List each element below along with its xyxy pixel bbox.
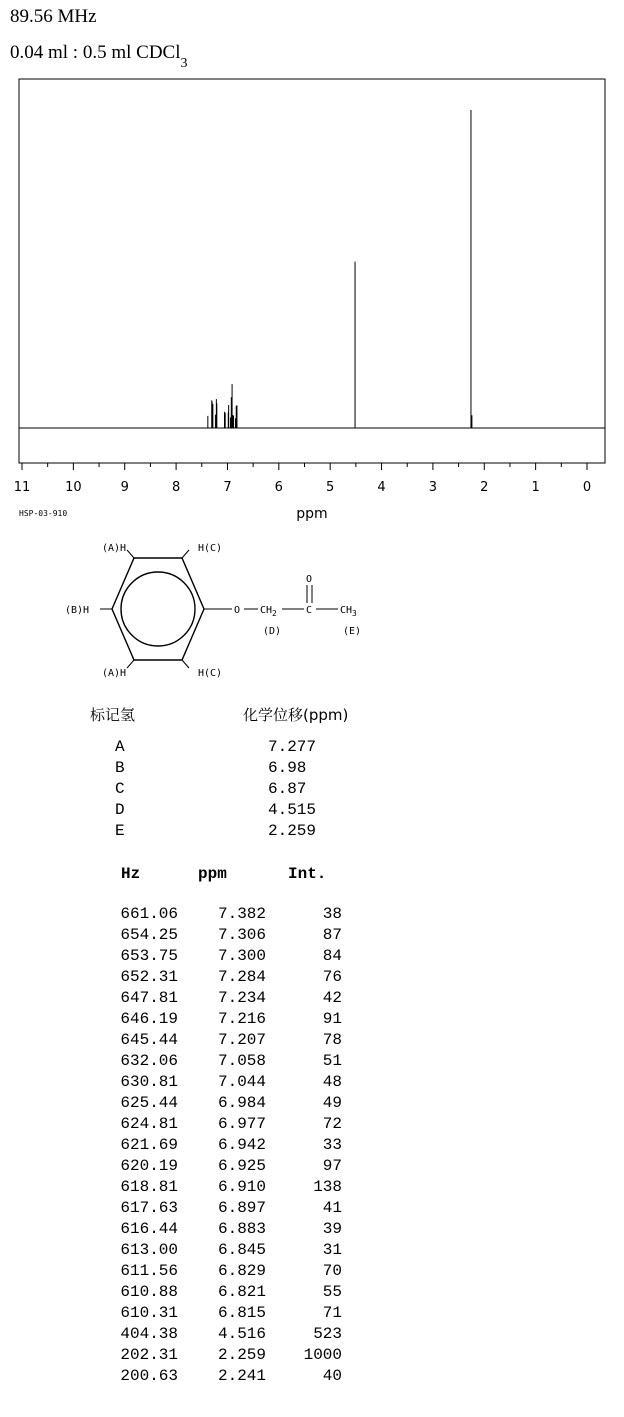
label-b: (B)H (65, 605, 90, 616)
peak-ppm: 7.044 (217, 1073, 266, 1091)
peak-hz: 621.69 (120, 1136, 178, 1154)
x-tick-label-1: 1 (531, 480, 540, 495)
peak-ppm: 2.259 (217, 1346, 266, 1364)
ch2-group: $CH_2$ (260, 605, 277, 618)
peak-hz: 610.88 (120, 1283, 178, 1301)
peak-ppm: 6.910 (217, 1178, 266, 1196)
peak-table-row (112, 1136, 342, 1154)
peak-header-hz: Hz (121, 865, 141, 883)
peak-ppm: 7.300 (217, 947, 266, 965)
peak-int: 51 (322, 1052, 342, 1070)
peak-table-row (112, 1262, 342, 1280)
x-tick-label-2: 2 (480, 480, 489, 495)
x-tick-label-11: 11 (13, 480, 31, 495)
x-axis-tick-labels (14, 480, 591, 495)
peak-table-row (112, 989, 342, 1007)
x-axis-ticks (22, 463, 587, 470)
peak-hz: 404.38 (120, 1325, 178, 1343)
peak-table-row (112, 947, 342, 965)
peak-int: 31 (322, 1241, 342, 1259)
peak-table-row (112, 1241, 342, 1259)
nmr-spectrum-chart (0, 0, 624, 530)
molecule-structure (60, 540, 380, 690)
peak-lines (208, 110, 472, 428)
peak-hz: 613.00 (120, 1241, 178, 1259)
plot-frame (19, 79, 605, 463)
peak-int: 71 (322, 1304, 342, 1322)
ch3-group: $CH_3$ (340, 605, 357, 618)
peak-ppm: 6.845 (217, 1241, 266, 1259)
peak-ppm: 7.234 (217, 989, 266, 1007)
peak-hz: 610.31 (120, 1304, 178, 1322)
assignment-shift: 2.259 (268, 822, 317, 840)
peak-int: 523 (313, 1325, 342, 1343)
peak-table-row (112, 1304, 342, 1322)
peak-table-row (112, 1073, 342, 1091)
peak-hz: 200.63 (120, 1367, 178, 1385)
peak-hz: 625.44 (120, 1094, 178, 1112)
peak-ppm: 6.925 (217, 1157, 266, 1175)
peak-int: 33 (322, 1136, 342, 1154)
assignment-label: C (115, 780, 125, 798)
peak-ppm: 4.516 (217, 1325, 266, 1343)
peak-int: 48 (322, 1073, 342, 1091)
peak-table-row (112, 926, 342, 944)
peak-hz: 647.81 (120, 989, 178, 1007)
peak-table-row (112, 1157, 342, 1175)
peak-hz: 645.44 (120, 1031, 178, 1049)
peak-table-row (112, 1346, 342, 1364)
peak-int: 39 (322, 1220, 342, 1238)
label-c-top: H(C) (198, 543, 223, 554)
peak-hz: 661.06 (120, 905, 178, 923)
peak-hz: 618.81 (120, 1178, 178, 1196)
assignment-shift: 4.515 (268, 801, 317, 819)
peak-int: 1000 (303, 1346, 342, 1364)
peak-table-row (112, 1115, 342, 1133)
ch2-subscript: 2 (272, 609, 277, 618)
peak-int: 41 (322, 1199, 342, 1217)
bond-c-top (182, 550, 189, 558)
peak-table-row (112, 1199, 342, 1217)
peak-ppm: 6.821 (217, 1283, 266, 1301)
spectrum-id: HSP-03-910 (19, 509, 68, 518)
peak-header-ppm: ppm (198, 865, 227, 883)
x-tick-label-9: 9 (120, 480, 129, 495)
carbonyl-oxygen: O (306, 574, 313, 585)
sample-subscript: 3 (180, 55, 188, 71)
benzene-ring (112, 558, 204, 660)
peak-int: 91 (322, 1010, 342, 1028)
peak-int: 38 (322, 905, 342, 923)
peak-hz: 654.25 (120, 926, 178, 944)
peak-int: 78 (322, 1031, 342, 1049)
peak-ppm: 7.382 (217, 905, 266, 923)
peak-hz: 632.06 (120, 1052, 178, 1070)
peak-ppm: 6.815 (217, 1304, 266, 1322)
peak-int: 40 (322, 1367, 342, 1385)
peak-ppm: 2.241 (217, 1367, 266, 1385)
aromatic-circle (121, 572, 195, 646)
bond-a-top (127, 550, 134, 558)
x-tick-label-8: 8 (171, 480, 181, 495)
peak-table-row (112, 1010, 342, 1028)
peak-table-row (112, 968, 342, 986)
peak-ppm: 7.306 (217, 926, 266, 944)
bond-a-bottom (127, 660, 134, 668)
x-tick-label-0: 0 (582, 480, 592, 495)
peak-hz: 646.19 (120, 1010, 178, 1028)
label-a-bottom: (A)H (102, 668, 127, 679)
x-tick-label-5: 5 (326, 480, 335, 495)
peak-hz: 617.63 (120, 1199, 178, 1217)
peak-int: 84 (322, 947, 342, 965)
label-c-bottom: H(C) (198, 668, 223, 679)
peak-ppm: 6.897 (217, 1199, 266, 1217)
peak-table-row (112, 1052, 342, 1070)
peak-int: 55 (322, 1283, 342, 1301)
sample-text: 0.04 ml : 0.5 ml CDCl (10, 42, 181, 63)
peak-hz: 202.31 (120, 1346, 178, 1364)
peak-ppm: 6.883 (217, 1220, 266, 1238)
peak-int: 76 (322, 968, 342, 986)
peak-hz: 616.44 (120, 1220, 178, 1238)
peak-int: 70 (322, 1262, 342, 1280)
assignment-col-shift-header: 化学位移(ppm) (243, 706, 349, 724)
peak-hz: 653.75 (120, 947, 178, 965)
peak-ppm: 6.984 (217, 1094, 266, 1112)
x-tick-label-4: 4 (377, 480, 386, 495)
label-d: (D) (263, 626, 282, 637)
peak-ppm: 7.058 (217, 1052, 266, 1070)
assignment-shift: 6.98 (268, 759, 307, 777)
oxygen-atom: O (234, 605, 241, 616)
peak-int: 42 (322, 989, 342, 1007)
x-tick-label-6: 6 (274, 480, 283, 495)
assignment-shift: 7.277 (268, 738, 317, 756)
peak-hz: 652.31 (120, 968, 178, 986)
peak-int: 138 (313, 1178, 342, 1196)
peak-table-row (112, 1178, 342, 1196)
assignment-label: A (115, 738, 125, 756)
peak-table-row (112, 1031, 342, 1049)
peak-table-row (112, 1367, 342, 1385)
peak-table-row (112, 1283, 342, 1301)
peak-header-int: Int. (288, 865, 327, 883)
x-tick-label-7: 7 (223, 480, 232, 495)
peak-ppm: 6.829 (217, 1262, 266, 1280)
peak-ppm: 7.207 (217, 1031, 266, 1049)
carbonyl-carbon: C (306, 605, 313, 616)
assignment-label: D (115, 801, 125, 819)
peak-int: 49 (322, 1094, 342, 1112)
ch3-subscript: 3 (352, 609, 357, 618)
spectrometer-frequency: 89.56 MHz (10, 6, 97, 27)
assignment-label: B (115, 759, 125, 777)
peak-ppm: 7.216 (217, 1010, 266, 1028)
peak-table-row (112, 1094, 342, 1112)
peak-table-row (112, 1325, 342, 1343)
label-a-top: (A)H (102, 543, 127, 554)
peak-ppm: 7.284 (217, 968, 266, 986)
bond-c-bottom (182, 660, 189, 668)
peak-ppm: 6.942 (217, 1136, 266, 1154)
peak-hz: 624.81 (120, 1115, 178, 1133)
assignment-label: E (115, 822, 125, 840)
assignment-shift: 6.87 (268, 780, 307, 798)
peak-hz: 620.19 (120, 1157, 178, 1175)
peak-table-row (112, 1220, 342, 1238)
x-tick-label-10: 10 (65, 480, 82, 495)
peak-table-row (112, 905, 342, 923)
x-axis-label: ppm (296, 506, 328, 522)
x-tick-label-3: 3 (428, 480, 438, 495)
peak-hz: 611.56 (120, 1262, 178, 1280)
peak-int: 87 (322, 926, 342, 944)
peak-ppm: 6.977 (217, 1115, 266, 1133)
peak-int: 72 (322, 1115, 342, 1133)
assignment-col-label-header: 标记氢 (90, 706, 136, 724)
label-e: (E) (343, 626, 362, 637)
peak-int: 97 (322, 1157, 342, 1175)
peak-hz: 630.81 (120, 1073, 178, 1091)
